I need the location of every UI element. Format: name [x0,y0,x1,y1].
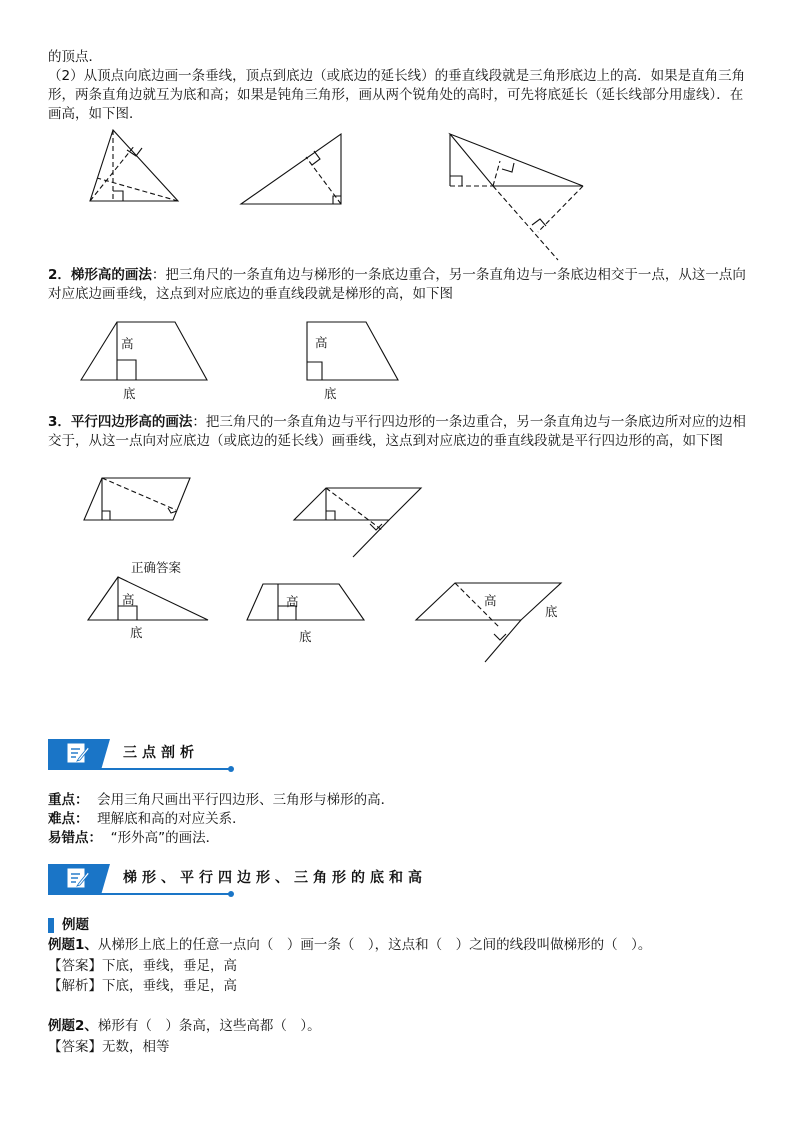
key-point-label: 难点： [48,811,89,827]
trapezoid2-height-label: 高 [315,335,328,350]
key-point-text: 会用三角尺画出平行四边形、三角形与梯形的高． [97,792,395,808]
answer-label: 【答案】 [48,1039,102,1055]
example-heading-marker [48,918,54,933]
banner-underline [48,768,233,770]
notepad-pencil-icon [65,867,91,889]
trapezoid1-height-label: 高 [121,336,134,351]
key-point-error-prone [48,829,748,848]
trapezoid-title: 梯形高的画法 [70,267,152,283]
key-point-main [48,791,748,810]
key-point-label: 重点： [48,792,89,808]
banner-underline [48,893,233,895]
key-point-difficult [48,810,748,829]
parallelogram-text: ：把三角尺的一条直角边与平行四边形的一条边重合，另一条直角边与一条底边所对应的边相交于，从这一点向对应底边（或底边的延长线）画垂线，这点到对应底边的垂直线段就是平行四边形的高，如下图 [48,414,746,449]
trapezoid-number: 2． [48,267,71,283]
example-label: 例题1、 [48,937,98,953]
banner-title: 梯形、平行四边形、三角形的底和高 [123,870,427,886]
section-banner-base-height [48,864,428,898]
banner-title: 三点剖析 [123,745,199,761]
key-point-label: 易错点： [48,830,102,846]
banner-end-dot [228,891,234,897]
example-1-answer [48,957,748,976]
intro-line: 的顶点． [48,49,102,65]
trapezoid-text: ：把三角尺的一条直角边与梯形的一条底边重合，另一条直角边与一条底边相交于一点，从这一点向对应底边画垂线，这点到对应底边的垂直线段就是梯形的高，如下图 [48,267,746,302]
answer-text: 无数，相等 [102,1039,170,1055]
answer-trapezoid-height: 高 [286,594,299,609]
answer-triangle-height: 高 [122,592,135,607]
key-point-text: 理解底和高的对应关系． [97,811,246,827]
parallelogram-title: 平行四边形高的画法 [70,414,193,430]
key-point-text: “形外高”的画法． [110,830,220,846]
answer-label: 【答案】 [48,958,102,974]
trapezoid1-base-label: 底 [123,386,136,401]
example-1-question [48,936,748,955]
example-heading: 例题 [62,917,89,933]
notepad-pencil-icon [65,742,91,764]
example-1-analysis [48,977,748,996]
section-banner-key-points [48,739,233,773]
analysis-text: 下底，垂线，垂足，高 [102,978,237,994]
answer-parallelogram-base: 底 [545,604,558,619]
example-label: 例题2、 [48,1018,98,1034]
parallelogram-number: 3． [48,414,71,430]
answer-triangle-base: 底 [130,625,143,640]
answer-parallelogram-height: 高 [484,593,497,608]
trapezoid2-base-label: 底 [324,386,337,401]
correct-answer-label: 正确答案 [131,560,182,575]
example-2-question [48,1017,748,1036]
analysis-label: 【解析】 [48,978,102,994]
banner-end-dot [228,766,234,772]
example-2-answer [48,1038,748,1057]
answer-trapezoid-base: 底 [299,629,312,644]
answer-text: 下底，垂线，垂足，高 [102,958,237,974]
question-text: 从梯形上底上的任意一点向（ ）画一条（ ），这点和（ ）之间的线段叫做梯形的（ ）。 [97,937,652,953]
intro-paragraph: （2）从顶点向底边画一条垂线，顶点到底边（或底边的延长线）的垂直线段就是三角形底边上的高．如果是直角三角形，两条直角边就互为底和高；如果是钝角三角形，画从两个锐角处的高时，可先将底延长（延长线部分用虚线）．在画高，如下图． [48,68,746,122]
question-text: 梯形有（ ）条高，这些高都（ ）。 [97,1018,321,1034]
